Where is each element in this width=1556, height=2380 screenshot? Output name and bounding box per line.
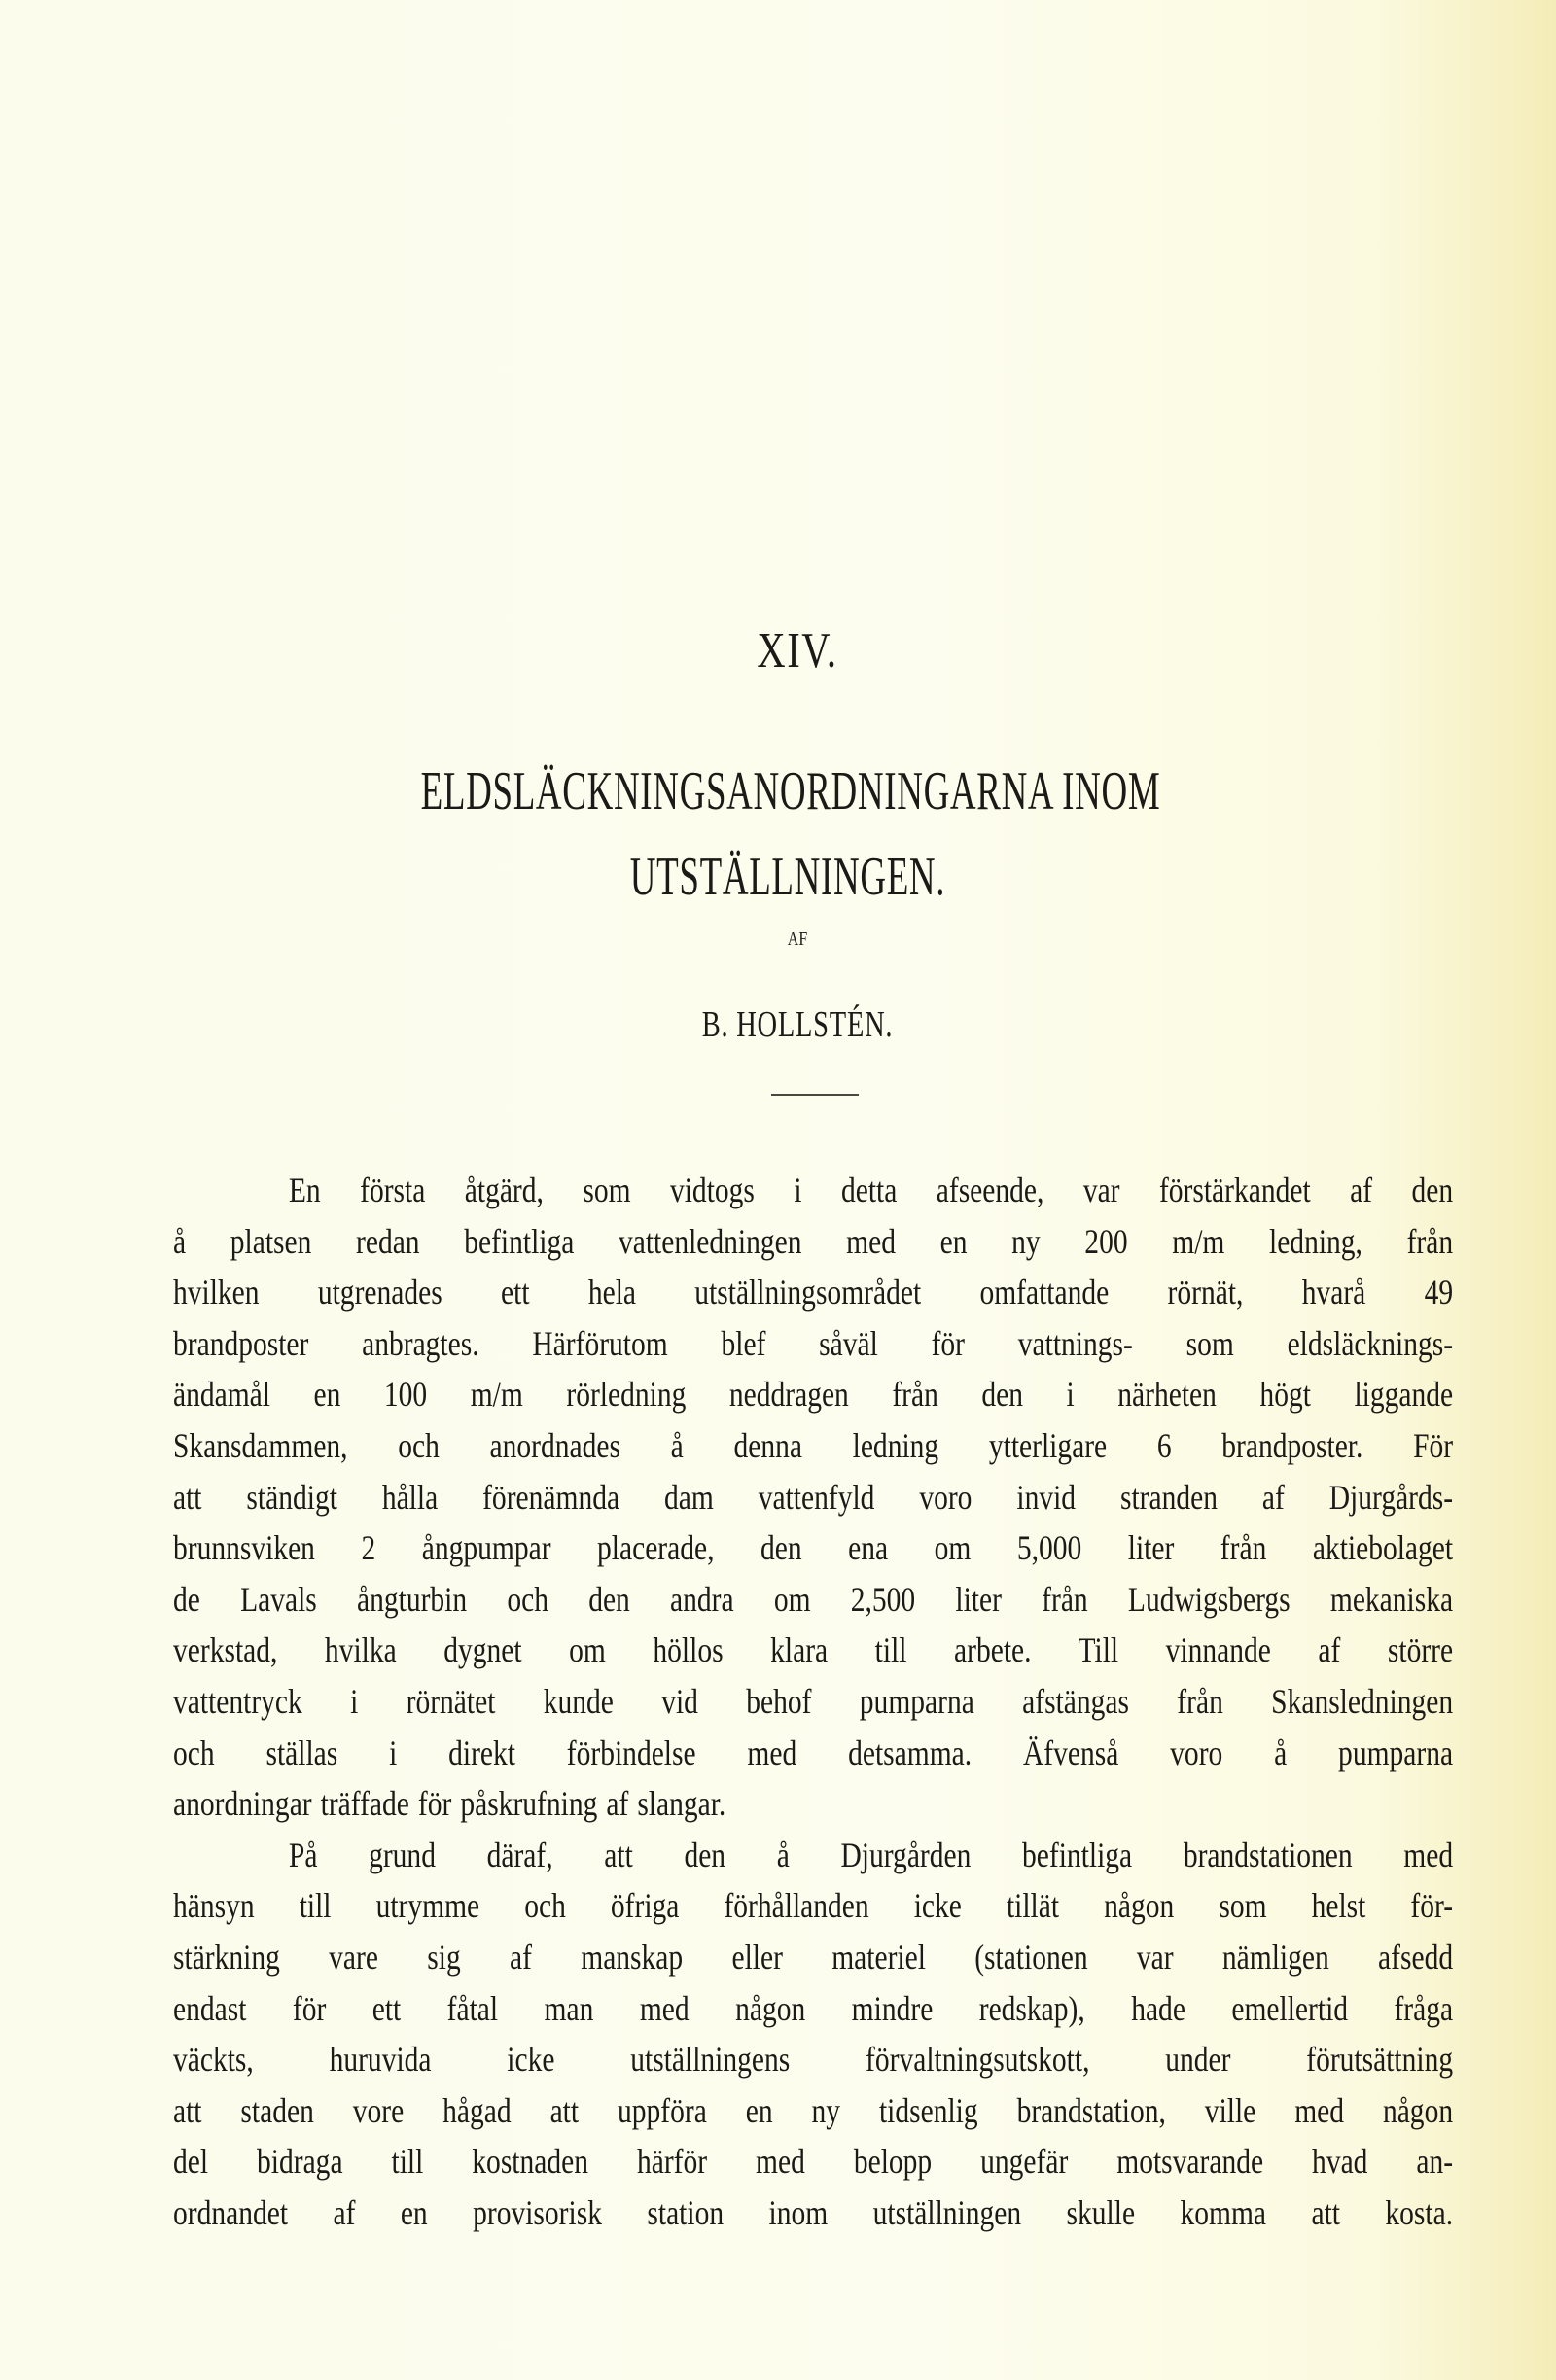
text-line: brunnsviken 2 ångpumpar placerade, den ena om 5,000 liter från aktiebolaget [173,1528,1454,1568]
text-line: verkstad, hvilka dygnet om höllos klara till arbete. Till vinnande af större [173,1630,1454,1670]
text-line: ordnandet af en provisorisk station inom utställningen skulle komma att kosta. [173,2192,1454,2232]
text-line: de Lavals ångturbin och den andra om 2,500 liter från Ludwigsbergs mekaniska [173,1579,1454,1619]
text-line: hänsyn till utrymme och öfriga förhållanden icke tillät någon som helst för- [173,1886,1454,1926]
author-name: B. HOLLSTÉN. [701,1004,894,1045]
text-line: brandposter anbragtes. Härförutom blef såväl för vattnings- som eldsläcknings- [173,1323,1454,1363]
text-line: del bidraga till kostnaden härför med belopp ungefär motsvarande hvad an- [173,2142,1454,2182]
text-line: väckts, huruvida icke utställningens förvaltningsutskott, under förutsättning [173,2040,1454,2080]
text-line: ändamål en 100 m/m rörledning neddragen från den i närheten högt liggande [173,1375,1454,1415]
text-line: att ständigt hålla förenämnda dam vattenfyld voro invid stranden af Djurgårds- [173,1477,1454,1517]
text-line: En första åtgärd, som vidtogs i detta afseende, var förstärkandet af den [288,1171,1454,1209]
text-line: endast för ett fåtal man med någon mindre redskap), hade emellertid fråga [173,1988,1454,2028]
title-line-1: ELDSLÄCKNINGSANORDNINGARNA INOM [420,761,1161,822]
text-line: hvilken utgrenades ett hela utställningsområdet omfattande rörnät, hvarå 49 [173,1273,1454,1312]
body-text [173,1165,1453,2238]
text-line: och ställas i direkt förbindelse med detsamma. Äfvenså voro å pumparna [173,1732,1454,1772]
text-line: Skansdammen, och anordnades å denna ledning ytterligare 6 brandposter. För [173,1425,1454,1465]
text-line: vattentryck i rörnätet kunde vid behof pumparna afstängas från Skansledningen [173,1681,1454,1721]
text-line: På grund däraf, att den å Djurgården befintliga brandstationen med [288,1835,1454,1874]
section-divider [771,1094,859,1096]
paragraph-1 [173,1165,1453,1830]
text-line: å platsen redan befintliga vattenledningen med en ny 200 m/m ledning, från [173,1221,1454,1261]
chapter-title [0,749,1556,920]
paragraph-2 [173,1830,1453,2239]
text-line: stärkning vare sig af manskap eller materiel (stationen var nämligen afsedd [173,1937,1454,1977]
byline-af: AF [787,928,808,950]
text-line: anordningar träffade för påskrufning af slangar. [173,1784,726,1824]
text-line: att staden vore hågad att uppföra en ny tidsenlig brandstation, ville med någon [173,2090,1454,2130]
chapter-number: XIV. [757,623,838,679]
title-line-2: UTSTÄLLNINGEN. [629,847,946,907]
